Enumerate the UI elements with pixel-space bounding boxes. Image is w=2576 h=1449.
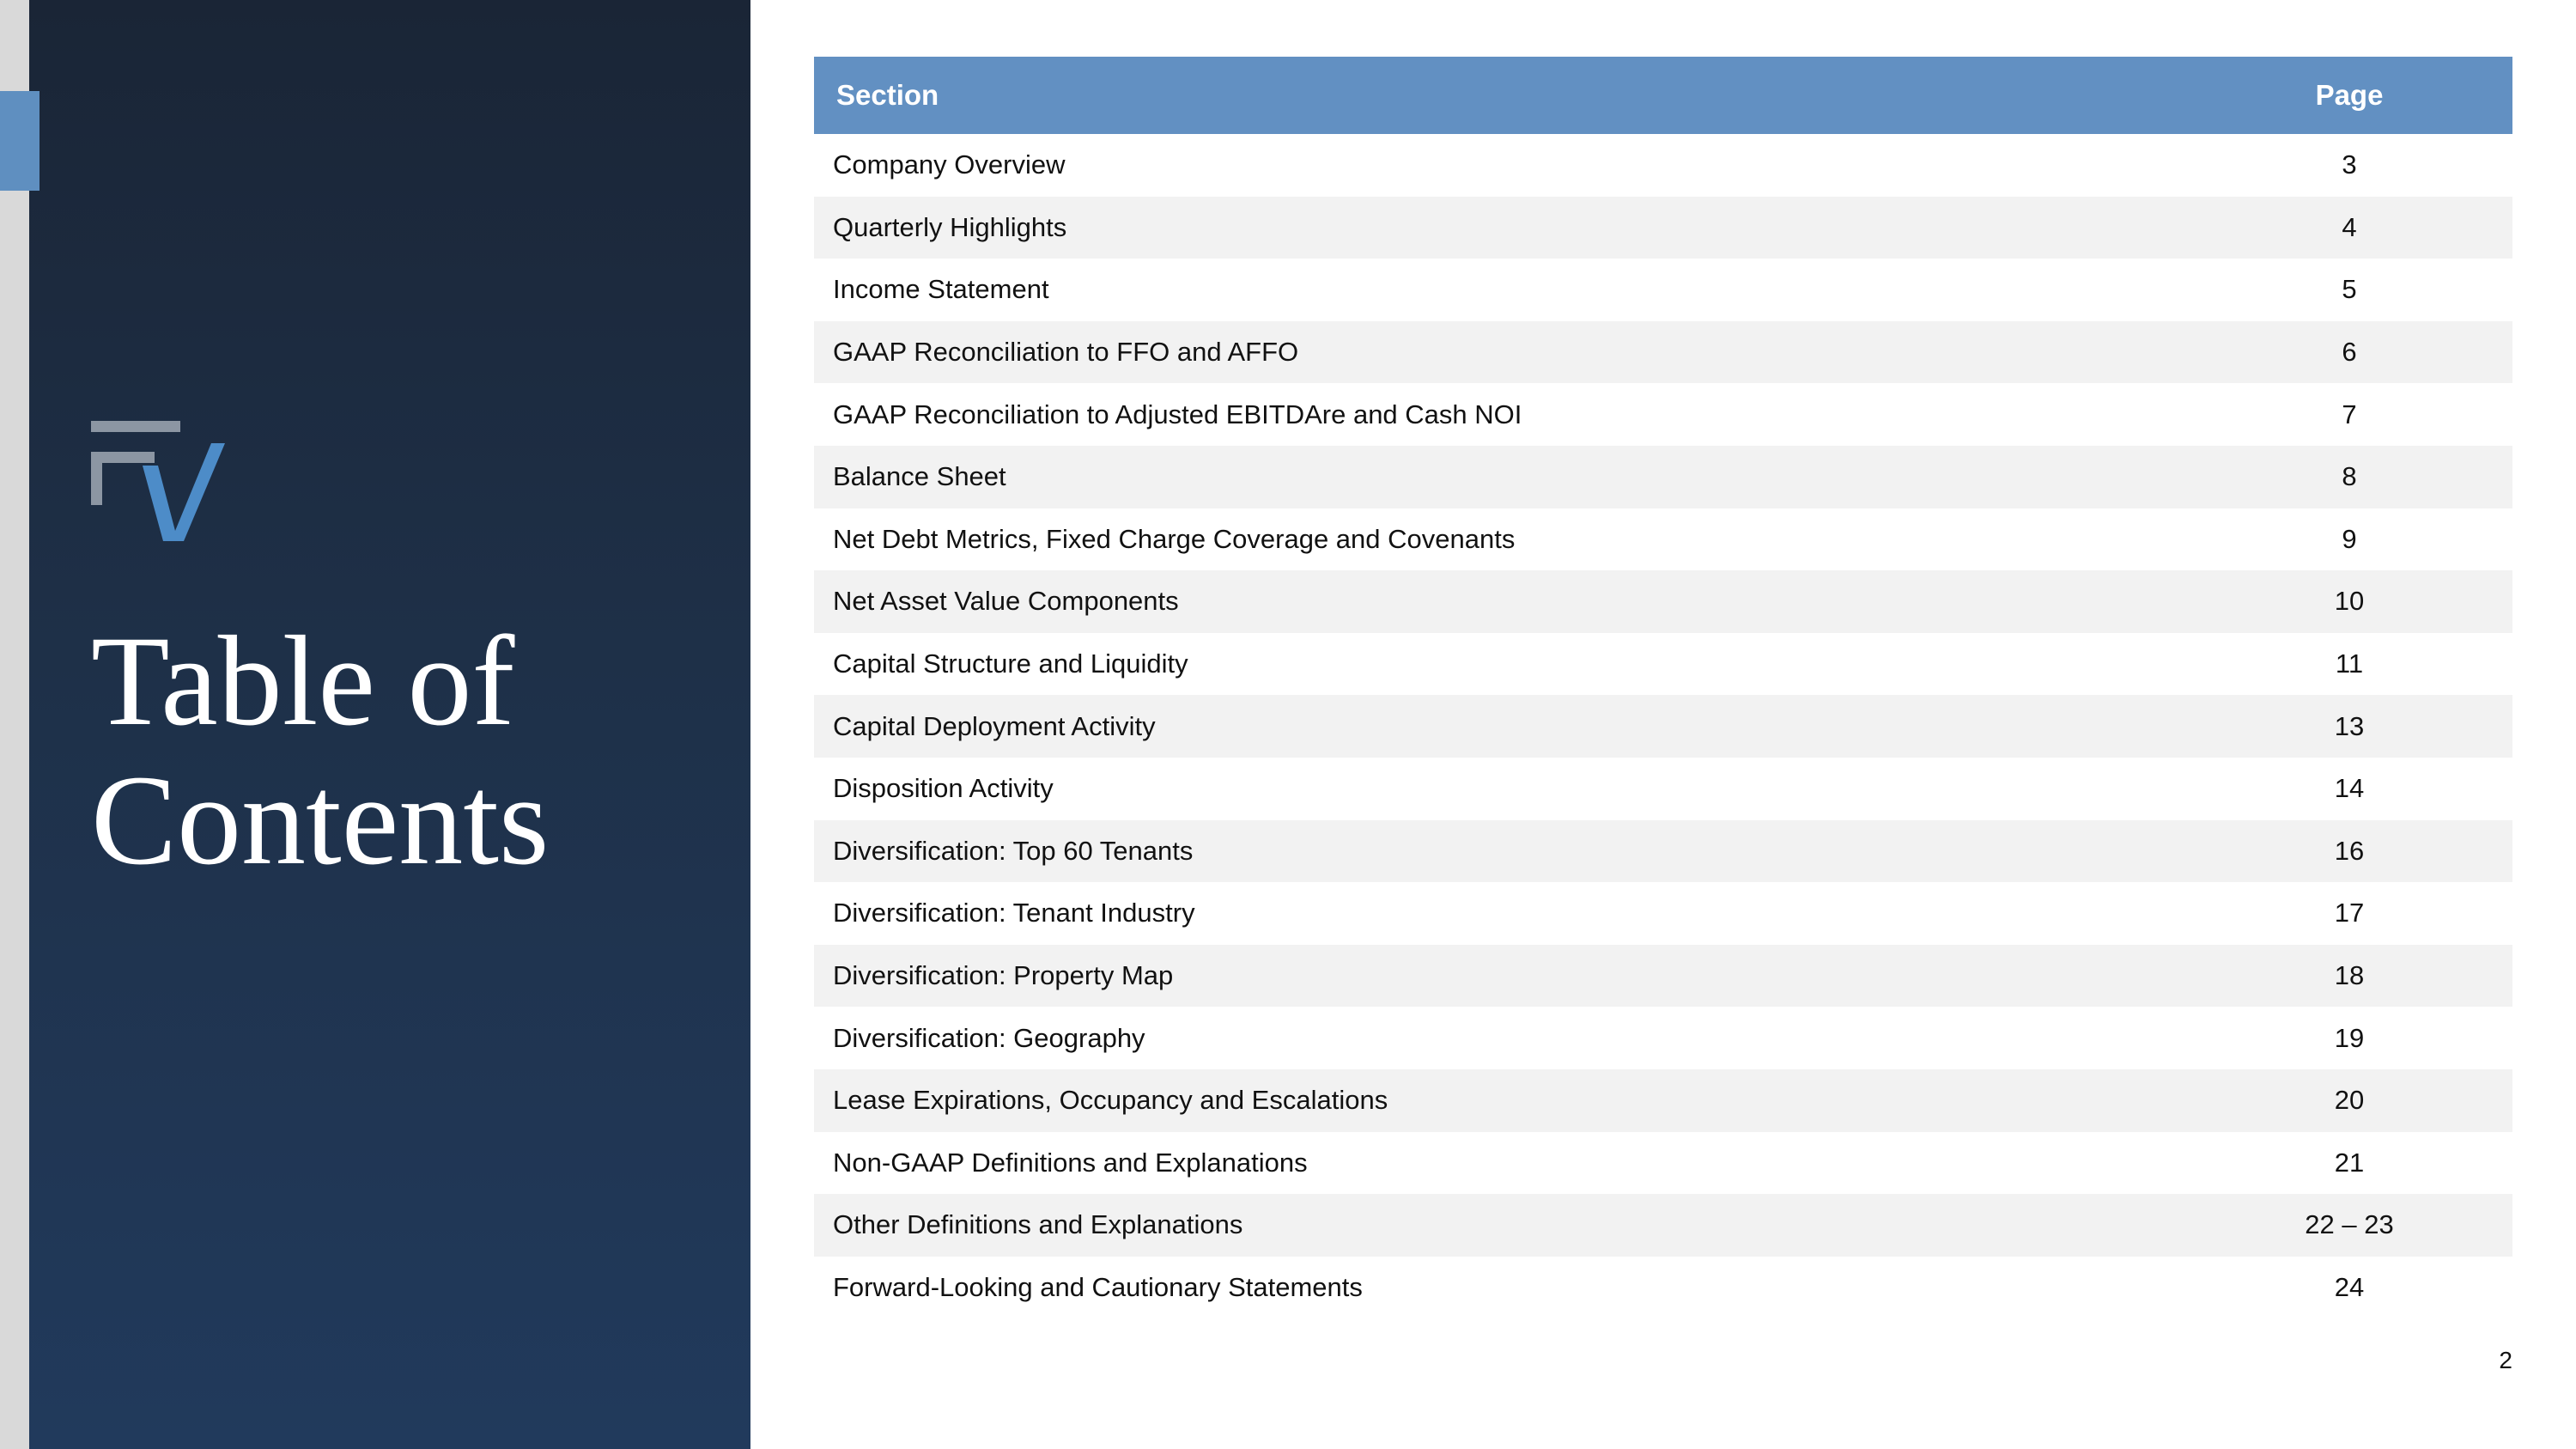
toc-row [814, 570, 2512, 633]
toc-row [814, 508, 2512, 571]
toc-row-page: 7 [2186, 383, 2512, 446]
toc-row [814, 1007, 2512, 1069]
toc-row-section: Company Overview [814, 134, 2186, 197]
slide-page-number: 2 [2499, 1347, 2512, 1373]
toc-row-page: 22 – 23 [2186, 1194, 2512, 1257]
toc-row [814, 945, 2512, 1008]
toc-row [814, 1257, 2512, 1319]
toc-row [814, 321, 2512, 384]
toc-header-row [814, 57, 2512, 134]
page-column-header: Page [2186, 57, 2512, 134]
left-edge-strip [0, 0, 29, 1449]
brand-logo-icon [91, 412, 237, 558]
toc-row-section: Non-GAAP Definitions and Explanations [814, 1132, 2186, 1195]
toc-row-section: Income Statement [814, 259, 2186, 321]
toc-row-page: 10 [2186, 570, 2512, 633]
section-column-header: Section [814, 57, 2186, 134]
title-panel [29, 0, 750, 1449]
toc-row-page: 13 [2186, 695, 2512, 758]
toc-row-section: GAAP Reconciliation to Adjusted EBITDAre and Cash NOI [814, 383, 2186, 446]
page-title: Table of Contents [91, 610, 550, 892]
toc-row-section: Capital Deployment Activity [814, 695, 2186, 758]
toc-row [814, 446, 2512, 508]
toc-row-page: 4 [2186, 197, 2512, 259]
toc-row-section: Quarterly Highlights [814, 197, 2186, 259]
toc-row-page: 14 [2186, 758, 2512, 820]
accent-tab [0, 91, 39, 191]
toc-row [814, 197, 2512, 259]
toc-row-page: 6 [2186, 321, 2512, 384]
toc-row [814, 695, 2512, 758]
toc-row [814, 1132, 2512, 1195]
toc-row-page: 16 [2186, 820, 2512, 883]
toc-row-section: Disposition Activity [814, 758, 2186, 820]
toc-row-section: Other Definitions and Explanations [814, 1194, 2186, 1257]
toc-row-section: Net Asset Value Components [814, 570, 2186, 633]
toc-row [814, 1069, 2512, 1132]
toc-row-section: GAAP Reconciliation to FFO and AFFO [814, 321, 2186, 384]
toc-row [814, 383, 2512, 446]
toc-row-section: Forward-Looking and Cautionary Statements [814, 1257, 2186, 1319]
toc-row-section: Diversification: Top 60 Tenants [814, 820, 2186, 883]
toc-row-section: Lease Expirations, Occupancy and Escalations [814, 1069, 2186, 1132]
toc-row [814, 758, 2512, 820]
toc-row [814, 259, 2512, 321]
toc-row-section: Balance Sheet [814, 446, 2186, 508]
toc-row-section: Net Debt Metrics, Fixed Charge Coverage and Covenants [814, 508, 2186, 571]
toc-row-section: Diversification: Tenant Industry [814, 882, 2186, 945]
toc-row-section: Diversification: Property Map [814, 945, 2186, 1008]
toc-row-page: 20 [2186, 1069, 2512, 1132]
toc-row [814, 633, 2512, 696]
toc-row-page: 24 [2186, 1257, 2512, 1319]
toc-row-section: Capital Structure and Liquidity [814, 633, 2186, 696]
toc-row-page: 17 [2186, 882, 2512, 945]
toc-row-page: 19 [2186, 1007, 2512, 1069]
toc-row-page: 8 [2186, 446, 2512, 508]
toc-row-page: 3 [2186, 134, 2512, 197]
toc-row-page: 18 [2186, 945, 2512, 1008]
toc-row [814, 134, 2512, 197]
toc-row [814, 882, 2512, 945]
toc-row [814, 1194, 2512, 1257]
toc-row-page: 9 [2186, 508, 2512, 571]
toc-row-page: 5 [2186, 259, 2512, 321]
toc-row-page: 21 [2186, 1132, 2512, 1195]
toc-row-page: 11 [2186, 633, 2512, 696]
toc-table [814, 57, 2512, 1318]
toc-row [814, 820, 2512, 883]
toc-row-section: Diversification: Geography [814, 1007, 2186, 1069]
